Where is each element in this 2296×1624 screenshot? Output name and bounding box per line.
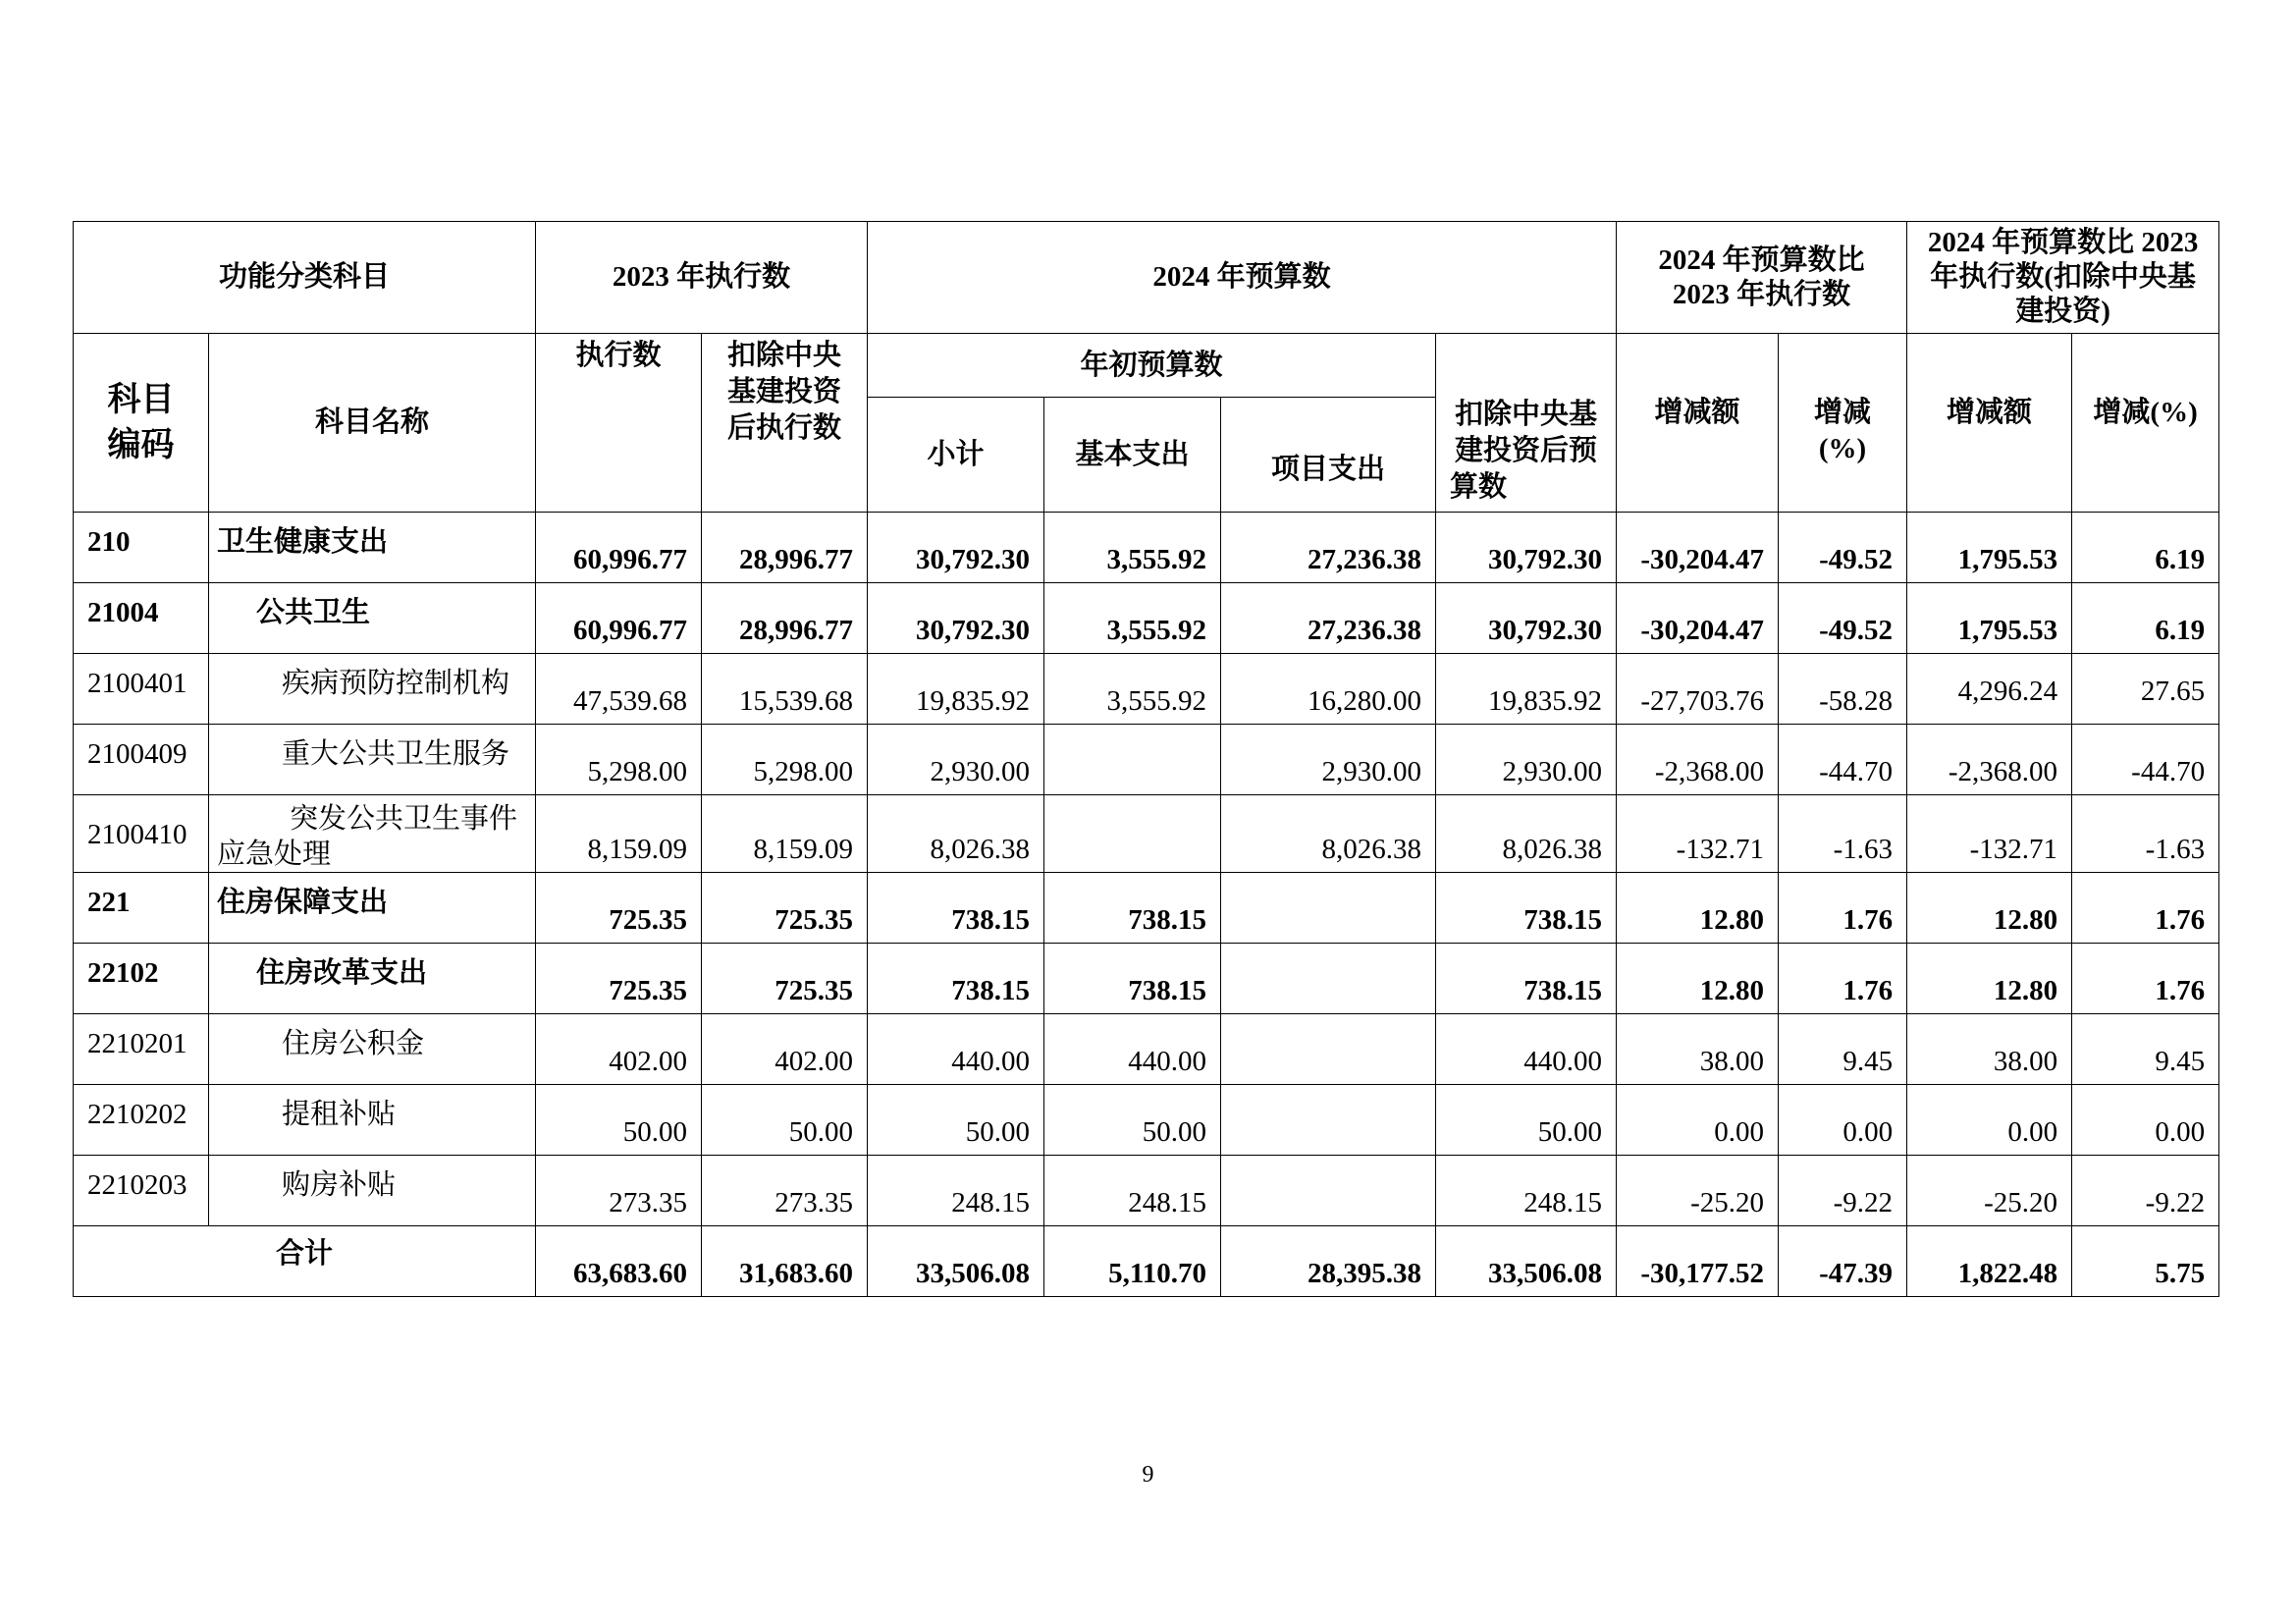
row-exec: 50.00 — [536, 1085, 702, 1156]
row-change-2: 1,795.53 — [1907, 583, 2072, 654]
row-name: 突发公共卫生事件应急处理 — [209, 795, 536, 873]
row-exec: 47,539.68 — [536, 654, 702, 725]
page-number: 9 — [1142, 1462, 1154, 1488]
row-change: -30,204.47 — [1617, 513, 1779, 583]
row-basic: 50.00 — [1044, 1085, 1221, 1156]
row-change-pct-2: 0.00 — [2072, 1085, 2219, 1156]
row-code: 2210203 — [74, 1156, 209, 1226]
row-basic: 3,555.92 — [1044, 583, 1221, 654]
row-subtotal: 50.00 — [868, 1085, 1044, 1156]
row-code: 2100409 — [74, 725, 209, 795]
row-subtotal: 2,930.00 — [868, 725, 1044, 795]
row-change-2: 12.80 — [1907, 873, 2072, 944]
row-name: 住房保障支出 — [209, 873, 536, 944]
row-budget-ex: 248.15 — [1436, 1156, 1617, 1226]
header-row-1 — [74, 222, 2219, 334]
header-budget-ex — [1436, 334, 1617, 513]
header-row-2 — [74, 334, 2219, 398]
header-budget-2024: 2024 年预算数 — [868, 222, 1617, 334]
row-exec-ex: 28,996.77 — [702, 513, 868, 583]
header-subtotal: 小计 — [868, 398, 1044, 513]
row-change-2: 1,795.53 — [1907, 513, 2072, 583]
row-project: 8,026.38 — [1221, 795, 1436, 873]
row-change: -27,703.76 — [1617, 654, 1779, 725]
row-exec: 402.00 — [536, 1014, 702, 1085]
row-code: 210 — [74, 513, 209, 583]
header-budget-ex-line3: 算数 — [1450, 471, 1508, 503]
row-change-pct-2: 1.76 — [2072, 944, 2219, 1014]
row-change-2: 4,296.24 — [1907, 654, 2072, 725]
row-project: 27,236.38 — [1221, 513, 1436, 583]
header-change-pct-line2: (%) — [1818, 433, 1867, 464]
header-compare-line2: 2023 年执行数 — [1672, 278, 1851, 310]
header-budget-ex-line2: 建投资后预 — [1455, 435, 1598, 466]
table-row — [74, 873, 2219, 944]
header-initial-budget: 年初预算数 — [868, 334, 1436, 398]
row-name: 重大公共卫生服务 — [209, 725, 536, 795]
table-row — [74, 513, 2219, 583]
row-change-2: -25.20 — [1907, 1156, 2072, 1226]
row-change-2: 38.00 — [1907, 1014, 2072, 1085]
header-compare-ex-line3: 建投资) — [2015, 296, 2110, 327]
header-change-pct — [1779, 334, 1907, 513]
table-row — [74, 725, 2219, 795]
budget-table — [73, 221, 2219, 1297]
row-change-pct-2: 1.76 — [2072, 873, 2219, 944]
header-code-line1: 科目 — [107, 381, 175, 418]
row-change-2: 12.80 — [1907, 944, 2072, 1014]
row-change-pct-2: 27.65 — [2072, 654, 2219, 725]
header-exec-ex-line3: 后执行数 — [727, 412, 842, 444]
header-code-line2: 编码 — [107, 426, 175, 463]
row-change-pct-2: -9.22 — [2072, 1156, 2219, 1226]
row-budget-ex: 738.15 — [1436, 873, 1617, 944]
header-name: 科目名称 — [209, 334, 536, 513]
row-change-2: 0.00 — [1907, 1085, 2072, 1156]
row-name: 疾病预防控制机构 — [209, 654, 536, 725]
row-project — [1221, 1085, 1436, 1156]
row-change: 12.80 — [1617, 873, 1779, 944]
table-row — [74, 795, 2219, 873]
table-row — [74, 654, 2219, 725]
row-basic: 3,555.92 — [1044, 654, 1221, 725]
table-row — [74, 944, 2219, 1014]
header-func-class: 功能分类科目 — [74, 222, 536, 334]
total-change: -30,177.52 — [1617, 1226, 1779, 1297]
total-project: 28,395.38 — [1221, 1226, 1436, 1297]
row-basic: 248.15 — [1044, 1156, 1221, 1226]
table-row — [74, 583, 2219, 654]
row-project: 16,280.00 — [1221, 654, 1436, 725]
row-change-pct: -49.52 — [1779, 513, 1907, 583]
row-change-pct-2: 6.19 — [2072, 513, 2219, 583]
row-project: 27,236.38 — [1221, 583, 1436, 654]
row-project — [1221, 1156, 1436, 1226]
row-change-pct: -58.28 — [1779, 654, 1907, 725]
row-exec-ex: 8,159.09 — [702, 795, 868, 873]
total-change-pct-2: 5.75 — [2072, 1226, 2219, 1297]
row-name: 购房补贴 — [209, 1156, 536, 1226]
row-subtotal: 30,792.30 — [868, 583, 1044, 654]
header-compare-ex — [1907, 222, 2219, 334]
row-subtotal: 8,026.38 — [868, 795, 1044, 873]
row-budget-ex: 738.15 — [1436, 944, 1617, 1014]
row-exec: 5,298.00 — [536, 725, 702, 795]
row-change-pct: -1.63 — [1779, 795, 1907, 873]
row-change: 12.80 — [1617, 944, 1779, 1014]
header-exec-ex-line1: 扣除中央 — [727, 340, 842, 371]
total-exec-ex: 31,683.60 — [702, 1226, 868, 1297]
row-subtotal: 738.15 — [868, 873, 1044, 944]
row-exec-ex: 15,539.68 — [702, 654, 868, 725]
header-project: 项目支出 — [1221, 398, 1436, 513]
row-name: 提租补贴 — [209, 1085, 536, 1156]
row-project — [1221, 1014, 1436, 1085]
row-exec-ex: 273.35 — [702, 1156, 868, 1226]
row-basic — [1044, 795, 1221, 873]
row-change-pct: 1.76 — [1779, 873, 1907, 944]
header-change-pct-line1: 增减 — [1814, 397, 1872, 428]
row-change-pct-2: -1.63 — [2072, 795, 2219, 873]
row-subtotal: 738.15 — [868, 944, 1044, 1014]
row-code: 2100410 — [74, 795, 209, 873]
row-name: 住房改革支出 — [209, 944, 536, 1014]
total-change-2: 1,822.48 — [1907, 1226, 2072, 1297]
row-change-pct: -9.22 — [1779, 1156, 1907, 1226]
row-basic — [1044, 725, 1221, 795]
total-exec: 63,683.60 — [536, 1226, 702, 1297]
total-row — [74, 1226, 2219, 1297]
row-budget-ex: 50.00 — [1436, 1085, 1617, 1156]
row-name: 公共卫生 — [209, 583, 536, 654]
row-change: 38.00 — [1617, 1014, 1779, 1085]
row-change-pct: 1.76 — [1779, 944, 1907, 1014]
row-change-pct-2: -44.70 — [2072, 725, 2219, 795]
row-exec: 60,996.77 — [536, 513, 702, 583]
row-code: 2100401 — [74, 654, 209, 725]
row-change-pct: 9.45 — [1779, 1014, 1907, 1085]
row-budget-ex: 440.00 — [1436, 1014, 1617, 1085]
row-change: -25.20 — [1617, 1156, 1779, 1226]
header-change-pct-2: 增减(%) — [2072, 334, 2219, 513]
table-row — [74, 1156, 2219, 1226]
header-exec-2023: 2023 年执行数 — [536, 222, 868, 334]
row-project — [1221, 873, 1436, 944]
row-code: 22102 — [74, 944, 209, 1014]
header-exec: 执行数 — [536, 334, 702, 513]
row-change-2: -2,368.00 — [1907, 725, 2072, 795]
row-change-2: -132.71 — [1907, 795, 2072, 873]
row-exec-ex: 725.35 — [702, 873, 868, 944]
header-compare — [1617, 222, 1907, 334]
row-code: 21004 — [74, 583, 209, 654]
row-project — [1221, 944, 1436, 1014]
row-exec-ex: 402.00 — [702, 1014, 868, 1085]
table-row — [74, 1014, 2219, 1085]
row-code: 2210202 — [74, 1085, 209, 1156]
row-change: -2,368.00 — [1617, 725, 1779, 795]
header-budget-ex-line1: 扣除中央基 — [1455, 399, 1598, 430]
row-code: 2210201 — [74, 1014, 209, 1085]
row-exec-ex: 5,298.00 — [702, 725, 868, 795]
row-change: -132.71 — [1617, 795, 1779, 873]
row-name: 卫生健康支出 — [209, 513, 536, 583]
row-basic: 738.15 — [1044, 873, 1221, 944]
total-budget-ex: 33,506.08 — [1436, 1226, 1617, 1297]
row-exec-ex: 725.35 — [702, 944, 868, 1014]
row-name: 住房公积金 — [209, 1014, 536, 1085]
row-code: 221 — [74, 873, 209, 944]
row-subtotal: 19,835.92 — [868, 654, 1044, 725]
total-change-pct: -47.39 — [1779, 1226, 1907, 1297]
row-exec: 60,996.77 — [536, 583, 702, 654]
header-change-amt: 增减额 — [1617, 334, 1779, 513]
row-change: 0.00 — [1617, 1085, 1779, 1156]
header-basic: 基本支出 — [1044, 398, 1221, 513]
row-change-pct: 0.00 — [1779, 1085, 1907, 1156]
row-exec: 273.35 — [536, 1156, 702, 1226]
table-row — [74, 1085, 2219, 1156]
row-change-pct: -44.70 — [1779, 725, 1907, 795]
total-basic: 5,110.70 — [1044, 1226, 1221, 1297]
header-change-amt-2: 增减额 — [1907, 334, 2072, 513]
row-budget-ex: 19,835.92 — [1436, 654, 1617, 725]
row-exec: 8,159.09 — [536, 795, 702, 873]
row-change-pct: -49.52 — [1779, 583, 1907, 654]
row-exec-ex: 50.00 — [702, 1085, 868, 1156]
header-exec-ex-line2: 基建投资 — [727, 376, 842, 407]
row-subtotal: 440.00 — [868, 1014, 1044, 1085]
row-change: -30,204.47 — [1617, 583, 1779, 654]
row-budget-ex: 30,792.30 — [1436, 513, 1617, 583]
header-compare-line1: 2024 年预算数比 — [1658, 244, 1865, 276]
row-budget-ex: 30,792.30 — [1436, 583, 1617, 654]
total-subtotal: 33,506.08 — [868, 1226, 1044, 1297]
header-exec-ex — [702, 334, 868, 513]
row-subtotal: 30,792.30 — [868, 513, 1044, 583]
row-budget-ex: 8,026.38 — [1436, 795, 1617, 873]
row-subtotal: 248.15 — [868, 1156, 1044, 1226]
row-exec: 725.35 — [536, 873, 702, 944]
row-basic: 3,555.92 — [1044, 513, 1221, 583]
row-exec: 725.35 — [536, 944, 702, 1014]
row-exec-ex: 28,996.77 — [702, 583, 868, 654]
row-change-pct-2: 9.45 — [2072, 1014, 2219, 1085]
header-compare-ex-line2: 年执行数(扣除中央基 — [1930, 261, 2196, 293]
total-label: 合计 — [74, 1226, 536, 1297]
row-project: 2,930.00 — [1221, 725, 1436, 795]
header-compare-ex-line1: 2024 年预算数比 2023 — [1927, 227, 2199, 258]
row-budget-ex: 2,930.00 — [1436, 725, 1617, 795]
row-basic: 738.15 — [1044, 944, 1221, 1014]
header-code — [74, 334, 209, 513]
row-change-pct-2: 6.19 — [2072, 583, 2219, 654]
row-basic: 440.00 — [1044, 1014, 1221, 1085]
